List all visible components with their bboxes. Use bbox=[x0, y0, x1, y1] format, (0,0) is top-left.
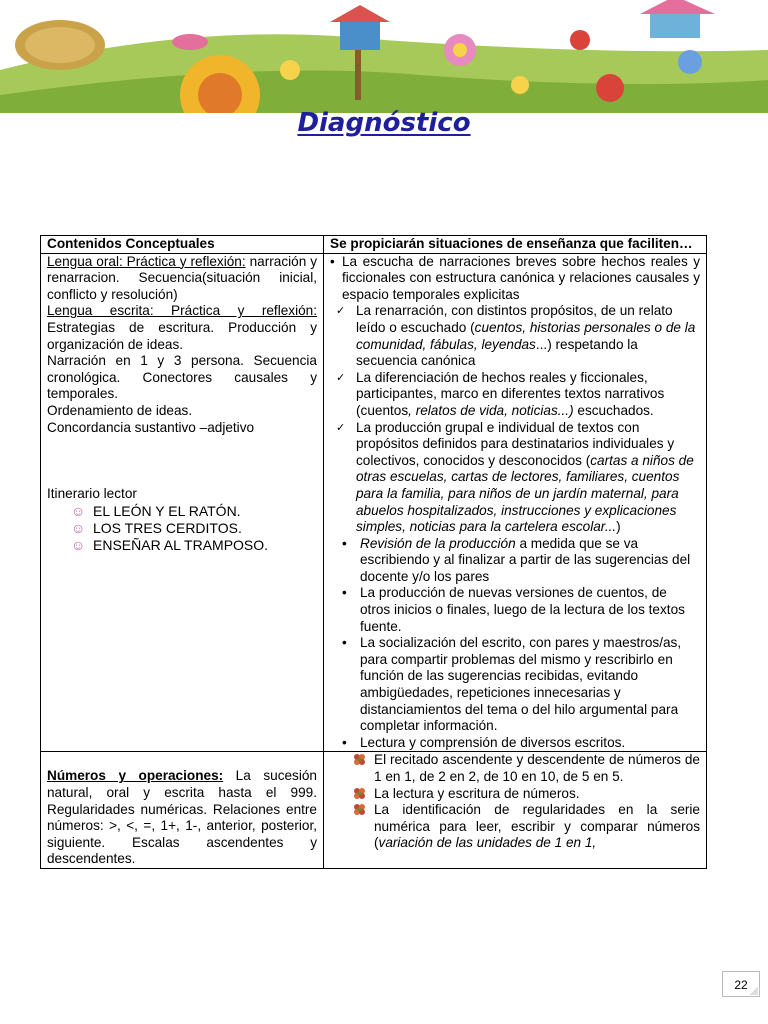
concordancia-text: Concordancia sustantivo –adjetivo bbox=[47, 419, 255, 435]
header-contenidos: Contenidos Conceptuales bbox=[41, 236, 324, 254]
list-item: La identificación de regularidades en la serie numérica para leer, escribir y comparar números (variación de las unidades de 1 en 1, bbox=[330, 802, 700, 852]
list-item: ✓ La renarración, con distintos propósitos, de un relato leído o escuchado (cuentos, historias personales o de la comunidad, fábulas, leyendas...) respetando la secuencia canónica bbox=[336, 303, 696, 369]
bullet-list bbox=[330, 536, 700, 752]
lengua-escrita-heading: Lengua escrita: Práctica y reflexión: bbox=[47, 303, 317, 319]
narracion-text: Narración en 1 y 3 persona. Secuencia cronológica. Conectores causales y temporales. bbox=[47, 353, 317, 402]
flower-bullet-icon bbox=[354, 804, 365, 815]
checkmark-bullet-icon: ✓ bbox=[336, 421, 346, 434]
list-item: ✓ La producción grupal e individual de textos con propósitos definidos para destinatarios individuales y colectivos, conocidos y desconocidos (cartas a niños de otras escuelas, cartas de lectores, familiares, cuentos para la familia, para niños de un jardín maternal, para abuelos hospitalizados, instrucciones y explicaciones simples, noticias para la cartelera escolar...) bbox=[336, 419, 694, 535]
checkmark-bullet-icon: ✓ bbox=[336, 305, 346, 318]
table-row-numeros bbox=[41, 752, 707, 869]
bullet-icon: • bbox=[342, 585, 347, 601]
lengua-escrita-block bbox=[47, 303, 317, 353]
smiley-icon: ☺ bbox=[71, 519, 86, 536]
page-title: Diagnóstico bbox=[297, 108, 471, 138]
list-item: • La producción de nuevas versiones de cuentos, de otros inicios o finales, luego de la lectura de los textos fuente. bbox=[342, 585, 685, 634]
page-number: 22 bbox=[722, 971, 760, 997]
intro-list bbox=[330, 254, 700, 304]
itinerario-heading: Itinerario lector bbox=[47, 486, 137, 502]
checkmark-bullet-icon: ✓ bbox=[336, 371, 346, 384]
header-banner-illustration bbox=[0, 0, 768, 113]
list-item: ☺ EL LEÓN Y EL RATÓN. bbox=[71, 502, 241, 519]
cell-numeros-situaciones bbox=[324, 752, 707, 869]
flower-bullet-icon bbox=[354, 754, 365, 765]
list-item: • La escucha de narraciones breves sobre hechos reales y ficcionales con estructura canónica y relaciones causales y espacio temporales explicitas bbox=[330, 253, 700, 302]
curriculum-table bbox=[40, 235, 707, 869]
header-situaciones: Se propiciarán situaciones de enseñanza que faciliten… bbox=[324, 236, 707, 254]
bullet-icon: • bbox=[342, 734, 347, 750]
list-item: • Revisión de la producción a medida que se va escribiendo y al finalizar a partir de las sugerencias del docente y/o los pares bbox=[342, 535, 691, 584]
list-item: ☺ LOS TRES CERDITOS. bbox=[71, 519, 242, 536]
checkmark-list bbox=[330, 303, 700, 535]
list-item: ☺ ENSEÑAR AL TRAMPOSO. bbox=[71, 536, 269, 553]
numeros-text: La sucesión natural, oral y escrita hasta el 999. Regularidades numéricas. Relaciones entre números: >, <, =, 1+, 1-, anterior, posterior, siguiente. Escalas ascendentes y descendentes. bbox=[47, 768, 317, 867]
cell-lengua-contenidos bbox=[41, 253, 324, 752]
list-item: ✓ La diferenciación de hechos reales y ficcionales, participantes, marco en diferentes textos narrativos (cuentos, relatos de vida, noticias...) escuchados. bbox=[336, 369, 665, 418]
lengua-oral-heading: Lengua oral: Práctica y reflexión: bbox=[47, 253, 246, 269]
list-item: La lectura y escritura de números. bbox=[330, 786, 700, 803]
page-curl-decoration bbox=[748, 987, 758, 995]
smiley-icon: ☺ bbox=[71, 536, 86, 553]
cell-lengua-situaciones bbox=[324, 253, 707, 752]
bullet-icon: • bbox=[342, 635, 347, 651]
itinerario-list bbox=[47, 503, 317, 554]
bullet-icon: • bbox=[330, 253, 335, 269]
table-header-row bbox=[41, 236, 707, 254]
cell-numeros-contenidos bbox=[41, 752, 324, 869]
flower-list bbox=[330, 752, 700, 852]
numeros-heading: Números y operaciones: bbox=[47, 768, 224, 784]
bullet-icon: • bbox=[342, 535, 347, 551]
smiley-icon: ☺ bbox=[71, 502, 86, 519]
ordenamiento-text: Ordenamiento de ideas. bbox=[47, 402, 193, 418]
lengua-oral-block bbox=[47, 254, 317, 304]
list-item: • La socialización del escrito, con pares y maestros/as, para compartir problemas del mismo y rescribirlo en función de las sugerencias recibidas, evitando ambigüedades, repeticiones innecesarias y distanciamientos del tema o del hilo argumental para completar información. bbox=[342, 635, 682, 734]
list-item: El recitado ascendente y descendente de números de 1 en 1, de 2 en 2, de 10 en 10, de 5 en 5. bbox=[330, 752, 700, 785]
lengua-oral-text: narración y renarracion. Secuencia(situación inicial, conflicto y resolución) bbox=[47, 253, 318, 302]
list-item: • Lectura y comprensión de diversos escritos. bbox=[342, 734, 626, 750]
lengua-escrita-text: Estrategias de escritura. Producción y organización de ideas. bbox=[47, 319, 317, 352]
flower-bullet-icon bbox=[354, 788, 365, 799]
table-row-lengua bbox=[41, 253, 707, 752]
